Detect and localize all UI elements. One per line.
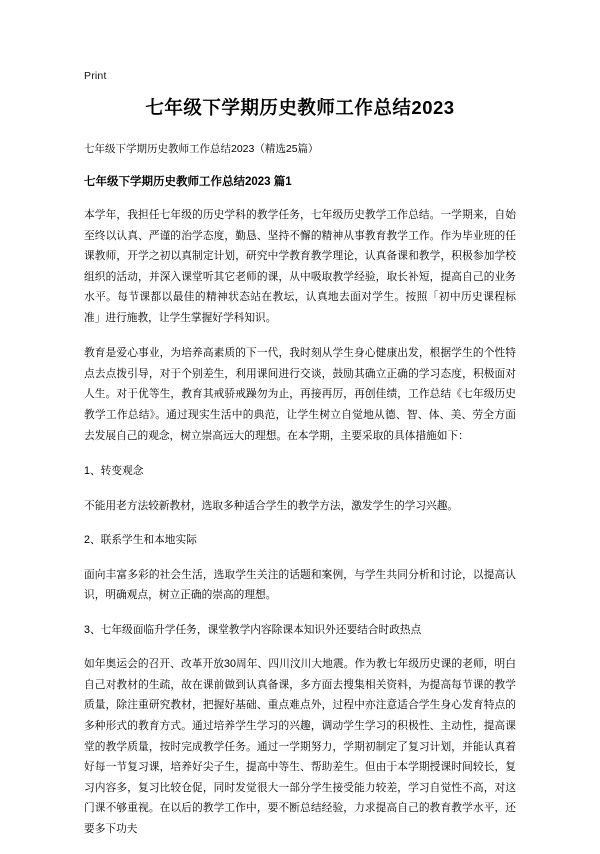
print-button[interactable]: Print (84, 70, 107, 82)
page-title: 七年级下学期历史教师工作总结2023 (145, 97, 455, 118)
paragraph: 1、转变观念 (84, 465, 144, 478)
document-subtitle: 七年级下学期历史教师工作总结2023（精选25篇） (84, 143, 319, 156)
paragraph: 教育是爱心事业，为培养高素质的下一代，我时刻从学生身心健康出发，根据学生的个性特点去点拨引导，对于个别差生，利用课间进行交谈，鼓励其确立正确的学习态度，积极面对人生。对于优等生，教育其戒骄戒躁勿为止，再接再厉，再创佳绩，工作总结《七年级历史教学工作总结》。通过现实生活中的典范，让学生树立自觉地从德、智、体、美、劳全方面去发展自己的观念，树立崇高远大的理想。在本学期，主要采取的具体措施如下： (84, 347, 516, 442)
paragraph: 本学年，我担任七年级的历史学科的教学任务，七年级历史教学工作总结。一学期来，自始至终以认真、严谨的治学态度，勤恳、坚持不懈的精神从事教育教学工作。作为毕业班的任课教师，开学之初以真制定计划，研究中学教育教学理论，认真备课和教学，积极参加学校组织的活动，并深入课堂听其它老师的课，从中吸取教学经验，取长补短，提高自己的业务水平。每节课都以最佳的精神状态站在教坛，认真地去面对学生。按照「初中历史课程标准」进行施教，让学生掌握好学科知识。 (84, 209, 516, 324)
paragraph: 面向丰富多彩的社会生活，选取学生关注的话题和案例，与学生共同分析和讨论，以提高认识，明确观点，树立正确的崇高的理想。 (84, 568, 516, 602)
paragraph: 3、七年级面临升学任务，课堂教学内容除课本知识外还要结合时政热点 (84, 623, 422, 636)
document-content (84, 96, 516, 854)
paragraph: 2、联系学生和本地实际 (84, 534, 197, 547)
section-heading: 七年级下学期历史教师工作总结2023 篇1 (84, 175, 292, 188)
paragraph: 不能用老方法较新教材，选取多种适合学生的教学方法，激发学生的学习兴趣。 (84, 499, 459, 512)
paragraph: 如年奥运会的召开、改革开放30周年、四川汶川大地震。作为教七年级历史课的老师，明白自己对教材的生疏，故在课前做到认真备课，多方面去搜集相关资料，为提高每节课的教学质量，除注重研究教材，把握好基础、重点难点外，过程中亦注意适合学生身心发育特点的多种形式的教育方式。通过培养学生学习的兴趣，调动学生学习的积极性、主动性，提高课堂的教学质量，按时完成教学任务。通过一学期努力，学期初制定了复习计划，并能认真着好每一节复习课，培养好尖子生，提高中等生、帮助差生。但由于本学期授课时间较长，复习内容多，复习比较仓促，同时发觉很大一部分学生接受能力较差，学习自觉性不高，对这门课不够重视。在以后的教学工作中，要不断总结经验，力求提高自己的教育教学水平，还要多下功夫 (84, 658, 516, 835)
